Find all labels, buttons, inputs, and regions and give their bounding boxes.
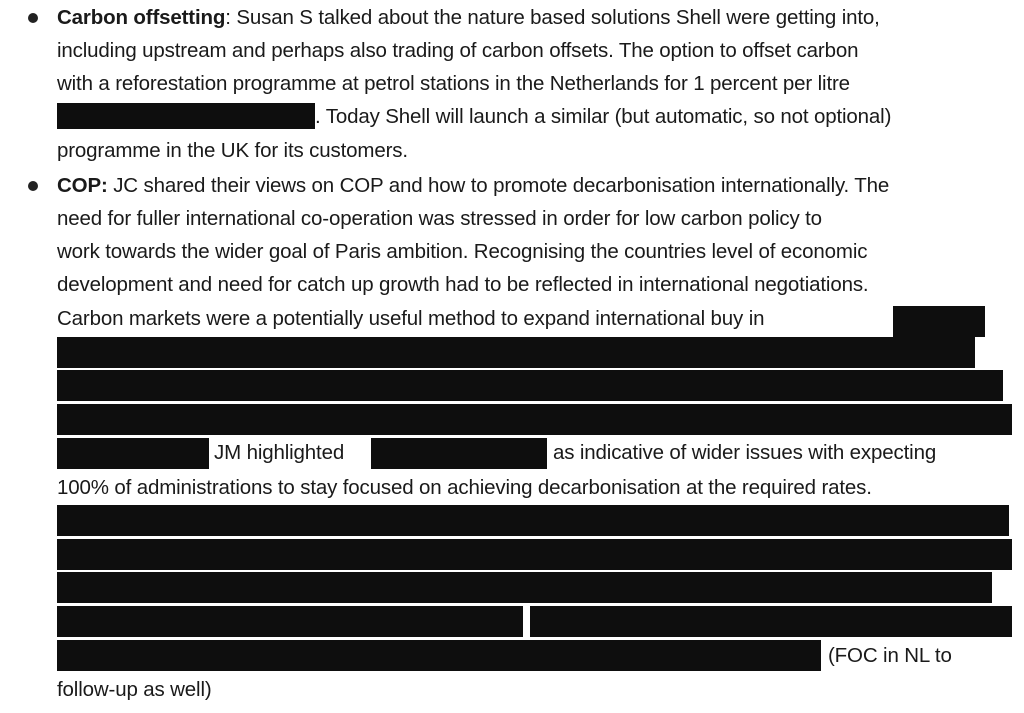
- redaction-block: [57, 404, 1012, 435]
- text-line: [57, 36, 858, 66]
- text-line: [57, 237, 867, 267]
- redaction-block: [57, 572, 992, 603]
- redaction-block: [371, 438, 547, 469]
- text-run: (FOC in NL to: [828, 644, 952, 667]
- text-run: programme in the UK for its customers.: [57, 139, 408, 162]
- redaction-block: [57, 438, 209, 469]
- bullet-heading-carbon-offsetting: Carbon offsetting: [57, 6, 226, 29]
- text-run: development and need for catch up growth had to be reflected in international negotiations.: [57, 273, 869, 296]
- text-run: Carbon markets were a potentially useful method to expand international buy in: [57, 307, 765, 330]
- text-run: : Susan S talked about the nature based solutions Shell were getting into,: [225, 6, 880, 29]
- redaction-block: [893, 306, 985, 337]
- text-line: [57, 136, 408, 166]
- text-line: [57, 270, 868, 300]
- text-line: [57, 304, 764, 334]
- redaction-block: [57, 337, 975, 368]
- text-run: as indicative of wider issues with expecting: [553, 441, 937, 464]
- redaction-block: [530, 606, 1012, 637]
- redaction-block: [57, 370, 1003, 401]
- text-line: [57, 204, 822, 234]
- text-run: 100% of administrations to stay focused on achieving decarbonisation at the required rates.: [57, 476, 872, 499]
- text-run: JC shared their views on COP and how to promote decarbonisation internationally. The: [107, 174, 890, 197]
- bullet-marker: [28, 13, 38, 23]
- text-run: including upstream and perhaps also trading of carbon offsets. The option to offset carbon: [57, 39, 859, 62]
- bullet-marker: [28, 181, 38, 191]
- redaction-block: [57, 539, 1012, 570]
- text-line: [57, 102, 891, 132]
- redaction-block: [57, 103, 315, 129]
- text-line: [57, 473, 872, 503]
- text-run: with a reforestation programme at petrol stations in the Netherlands for 1 percent per litre: [57, 72, 850, 95]
- redaction-block: [57, 606, 523, 637]
- text-line: [57, 69, 850, 99]
- text-line: [57, 171, 889, 201]
- text-line: [553, 438, 936, 468]
- text-line: [57, 675, 212, 705]
- text-run: work towards the wider goal of Paris ambition. Recognising the countries level of economic: [57, 240, 868, 263]
- text-run: . Today Shell will launch a similar (but automatic, so not optional): [315, 105, 892, 128]
- text-line: [57, 3, 880, 33]
- text-line: [828, 641, 952, 671]
- text-run: need for fuller international co-operation was stressed in order for low carbon policy to: [57, 207, 822, 230]
- text-run: JM highlighted: [214, 441, 345, 464]
- text-line: [214, 438, 344, 468]
- text-run: follow-up as well): [57, 678, 212, 701]
- redaction-block: [57, 640, 821, 671]
- redaction-block: [57, 505, 1009, 536]
- bullet-heading-cop: COP:: [57, 174, 108, 197]
